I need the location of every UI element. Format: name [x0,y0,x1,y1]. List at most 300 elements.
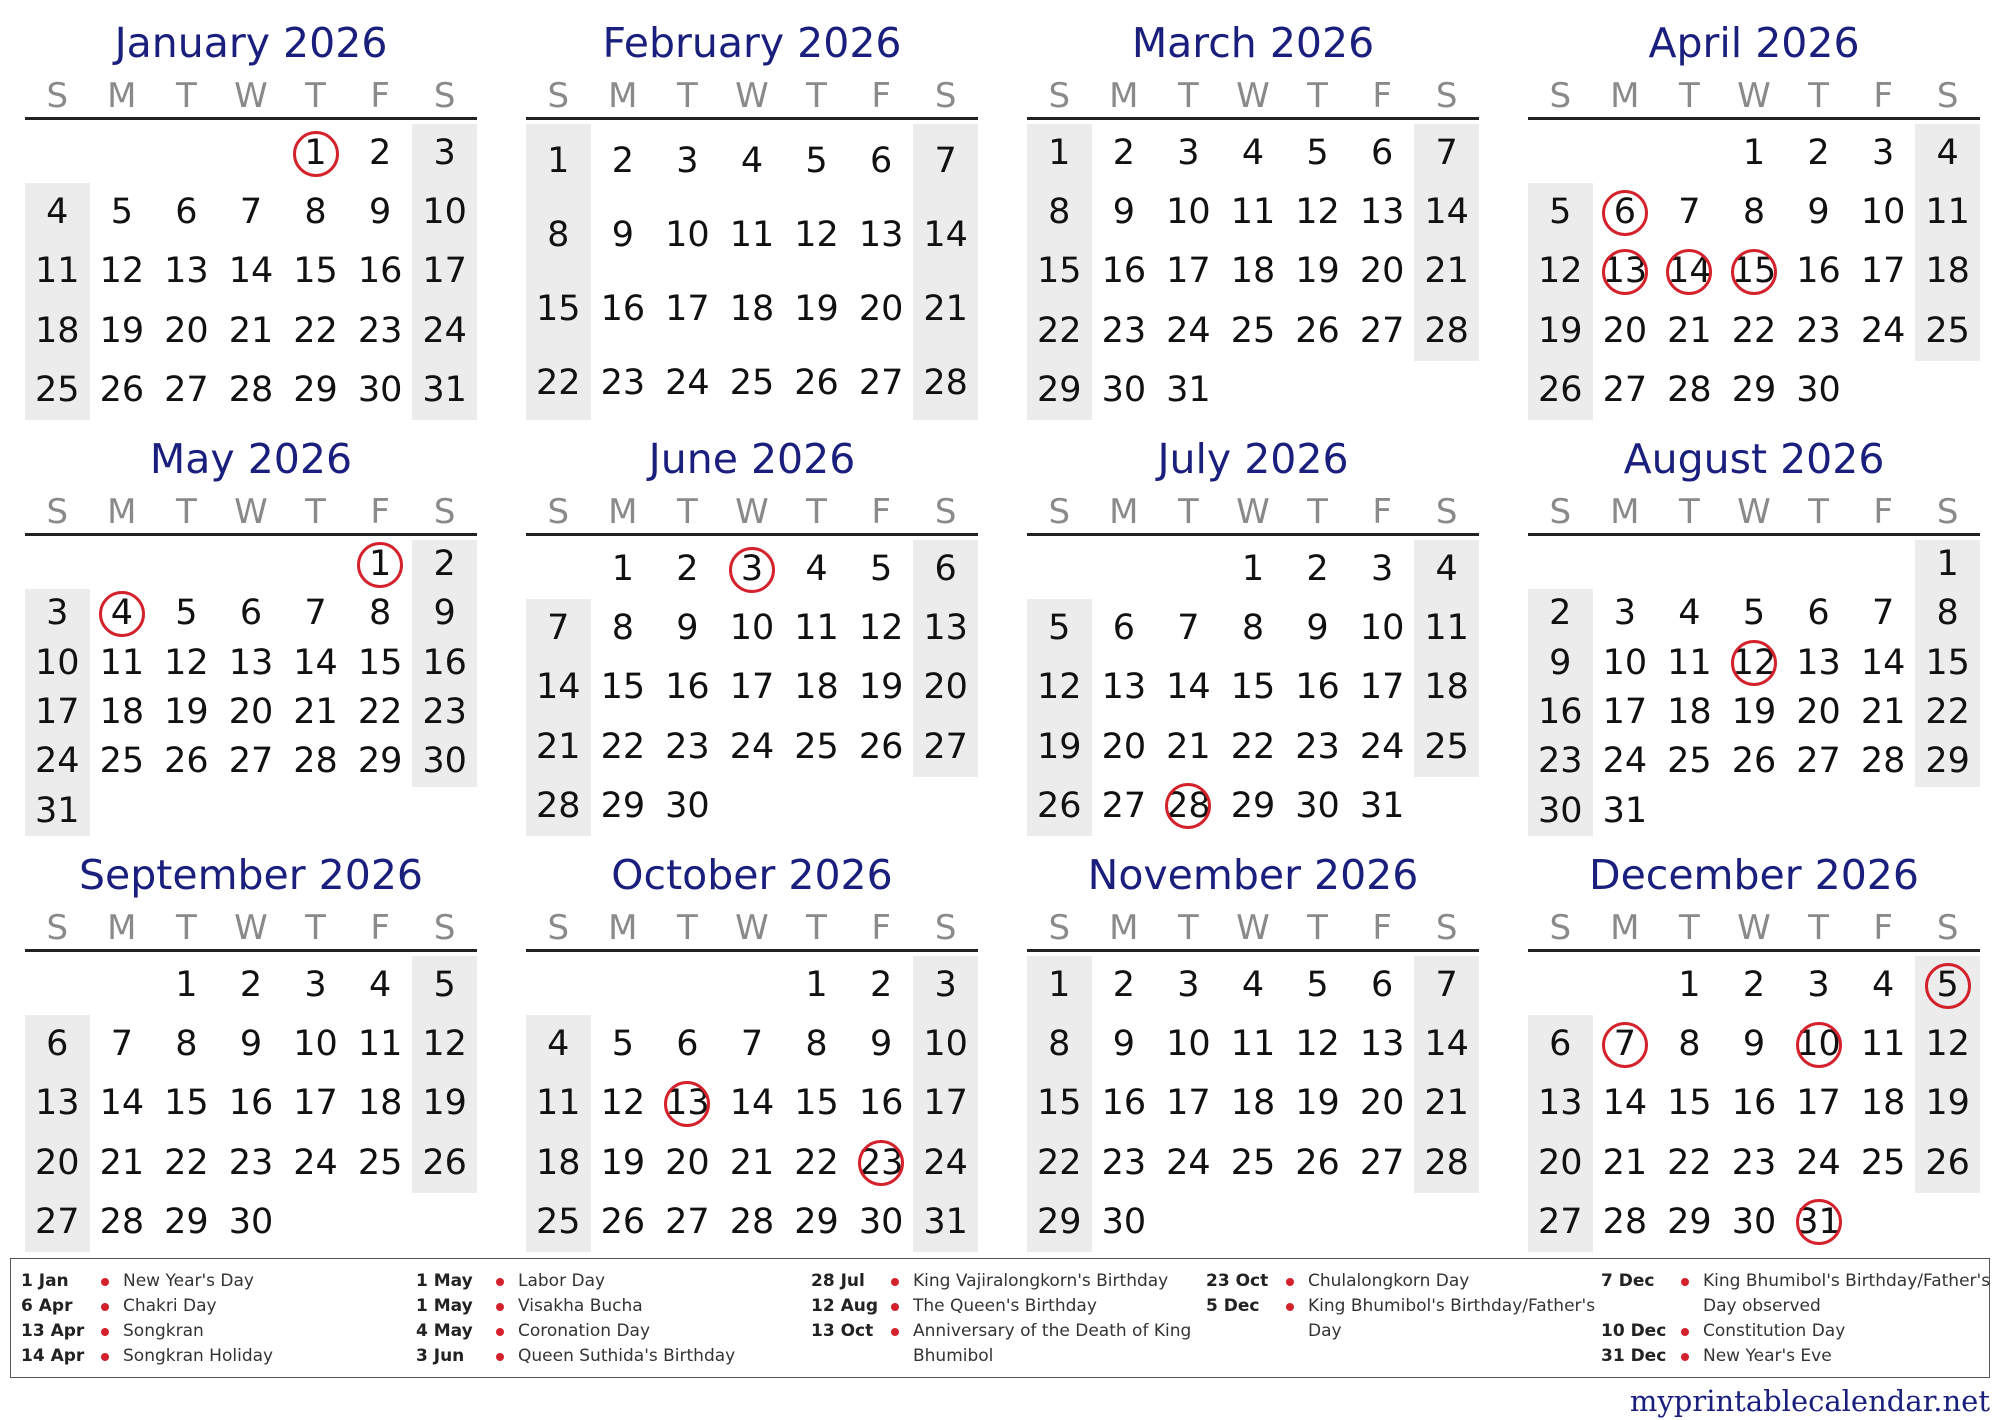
holiday-date[interactable]: 5 [1915,956,1980,1015]
calendar-date[interactable]: 12 [99,251,145,292]
calendar-date[interactable]: 15 [1230,667,1276,708]
calendar-date[interactable]: 27 [1538,1201,1583,1242]
calendar-date[interactable]: 7 [1871,593,1895,634]
calendar-date[interactable]: 8 [1048,192,1071,233]
calendar-date[interactable]: 15 [293,251,338,292]
calendar-date[interactable]: 6 [1549,1024,1572,1065]
calendar-date[interactable]: 16 [600,289,646,329]
calendar-date[interactable]: 23 [1101,310,1147,351]
calendar-date[interactable]: 8 [1678,1024,1701,1065]
calendar-date[interactable]: 17 [1602,692,1648,732]
calendar-date[interactable]: 30 [1101,1201,1147,1242]
calendar-date[interactable]: 21 [1602,1142,1648,1183]
calendar-date[interactable]: 27 [1359,310,1405,351]
calendar-date[interactable]: 21 [293,692,338,732]
calendar-date[interactable]: 26 [1731,741,1777,782]
calendar-date[interactable]: 29 [1037,1201,1082,1242]
calendar-date[interactable]: 7 [934,141,957,181]
calendar-date[interactable]: 5 [1549,192,1572,233]
calendar-date[interactable]: 25 [729,363,775,403]
calendar-date[interactable]: 3 [1177,965,1200,1005]
calendar-date[interactable]: 2 [611,141,634,181]
calendar-date[interactable]: 20 [665,1142,710,1183]
calendar-date[interactable]: 21 [228,310,274,351]
calendar-date[interactable]: 20 [228,692,274,732]
calendar-date[interactable]: 26 [99,369,145,410]
calendar-date[interactable]: 19 [600,1142,646,1183]
calendar-date[interactable]: 17 [293,1083,338,1124]
calendar-date[interactable]: 25 [357,1142,403,1183]
calendar-date[interactable]: 27 [1796,741,1841,782]
calendar-date[interactable]: 13 [164,251,209,292]
calendar-date[interactable]: 5 [1306,965,1329,1005]
calendar-date[interactable]: 28 [1424,1142,1469,1183]
calendar-date[interactable]: 2 [1549,593,1572,634]
calendar-date[interactable]: 16 [1295,667,1340,708]
calendar-date[interactable]: 15 [164,1083,209,1124]
calendar-date[interactable]: 18 [1424,667,1469,708]
calendar-date[interactable]: 19 [164,692,209,732]
calendar-date[interactable]: 5 [433,965,456,1005]
calendar-date[interactable]: 5 [110,192,133,233]
calendar-date[interactable]: 23 [357,310,403,351]
calendar-date[interactable]: 30 [1731,1201,1777,1242]
calendar-date[interactable]: 10 [729,608,775,649]
calendar-date[interactable]: 16 [665,667,710,708]
calendar-date[interactable]: 18 [536,1142,581,1183]
calendar-date[interactable]: 23 [228,1142,274,1183]
calendar-date[interactable]: 22 [164,1142,209,1183]
calendar-date[interactable]: 25 [1860,1142,1906,1183]
calendar-date[interactable]: 27 [1101,785,1147,826]
calendar-date[interactable]: 14 [293,642,338,683]
calendar-date[interactable]: 24 [1796,1142,1841,1183]
holiday-date[interactable]: 28 [1156,777,1221,836]
calendar-date[interactable]: 13 [35,1083,80,1124]
calendar-date[interactable]: 20 [35,1142,80,1183]
calendar-date[interactable]: 13 [858,215,904,255]
calendar-date[interactable]: 1 [1241,549,1265,589]
calendar-date[interactable]: 1 [1678,965,1701,1005]
calendar-date[interactable]: 29 [164,1201,209,1242]
calendar-date[interactable]: 14 [1424,192,1469,233]
calendar-date[interactable]: 2 [1807,133,1830,173]
calendar-date[interactable]: 13 [1538,1083,1583,1124]
calendar-date[interactable]: 10 [422,192,467,233]
calendar-date[interactable]: 24 [293,1142,338,1183]
calendar-date[interactable]: 7 [1678,192,1701,233]
calendar-date[interactable]: 19 [1731,692,1777,732]
calendar-date[interactable]: 19 [1295,1083,1340,1124]
calendar-date[interactable]: 19 [1538,310,1583,351]
calendar-date[interactable]: 13 [923,608,968,649]
holiday-date[interactable]: 13 [655,1074,720,1133]
calendar-date[interactable]: 24 [1359,726,1405,767]
calendar-date[interactable]: 10 [1860,192,1906,233]
calendar-date[interactable]: 7 [239,192,263,233]
calendar-date[interactable]: 18 [99,692,145,732]
calendar-date[interactable]: 16 [228,1083,274,1124]
calendar-date[interactable]: 3 [1807,965,1830,1005]
calendar-date[interactable]: 20 [1359,1083,1405,1124]
holiday-date[interactable]: 23 [849,1134,914,1193]
calendar-date[interactable]: 18 [35,310,80,351]
holiday-date[interactable]: 1 [348,540,413,589]
calendar-date[interactable]: 14 [1166,667,1211,708]
calendar-date[interactable]: 23 [1731,1142,1777,1183]
calendar-date[interactable]: 12 [1295,1024,1340,1065]
calendar-date[interactable]: 26 [1295,1142,1340,1183]
calendar-date[interactable]: 30 [422,741,467,782]
calendar-date[interactable]: 30 [1538,790,1583,831]
calendar-date[interactable]: 8 [1936,593,1959,634]
calendar-date[interactable]: 29 [1925,741,1970,782]
calendar-date[interactable]: 26 [1295,310,1340,351]
calendar-date[interactable]: 4 [740,141,764,181]
site-brand[interactable]: myprintablecalendar.net [1629,1384,1990,1418]
calendar-date[interactable]: 15 [357,642,403,683]
calendar-date[interactable]: 15 [1925,642,1970,683]
calendar-date[interactable]: 29 [1037,369,1082,410]
calendar-date[interactable]: 29 [293,369,338,410]
calendar-date[interactable]: 18 [1860,1083,1906,1124]
calendar-date[interactable]: 10 [35,642,80,683]
calendar-date[interactable]: 13 [1359,1024,1405,1065]
calendar-date[interactable]: 29 [1230,785,1276,826]
calendar-date[interactable]: 6 [175,192,198,233]
calendar-date[interactable]: 31 [1359,785,1405,826]
calendar-date[interactable]: 3 [676,141,699,181]
holiday-date[interactable]: 3 [720,540,785,599]
calendar-date[interactable]: 24 [1860,310,1906,351]
calendar-date[interactable]: 2 [869,965,893,1005]
calendar-date[interactable]: 17 [1166,1083,1211,1124]
calendar-date[interactable]: 17 [923,1083,968,1124]
calendar-date[interactable]: 11 [1230,192,1276,233]
calendar-date[interactable]: 3 [1370,549,1394,589]
calendar-date[interactable]: 3 [1177,133,1200,173]
calendar-date[interactable]: 11 [1860,1024,1906,1065]
calendar-date[interactable]: 24 [923,1142,968,1183]
calendar-date[interactable]: 4 [805,549,828,589]
calendar-date[interactable]: 13 [228,642,274,683]
calendar-date[interactable]: 12 [858,608,904,649]
calendar-date[interactable]: 2 [1742,965,1766,1005]
calendar-date[interactable]: 24 [1166,1142,1211,1183]
calendar-date[interactable]: 18 [729,289,775,329]
calendar-date[interactable]: 29 [794,1201,839,1242]
calendar-date[interactable]: 22 [1731,310,1777,351]
calendar-date[interactable]: 18 [1667,692,1712,732]
calendar-date[interactable]: 2 [368,133,392,173]
calendar-date[interactable]: 16 [422,642,467,683]
calendar-date[interactable]: 12 [600,1083,646,1124]
calendar-date[interactable]: 11 [1230,1024,1276,1065]
calendar-date[interactable]: 26 [1925,1142,1970,1183]
calendar-date[interactable]: 31 [1602,790,1648,831]
calendar-date[interactable]: 21 [1667,310,1712,351]
calendar-date[interactable]: 7 [1177,608,1200,649]
calendar-date[interactable]: 6 [934,549,957,589]
calendar-date[interactable]: 17 [665,289,710,329]
calendar-date[interactable]: 28 [536,785,581,826]
calendar-date[interactable]: 27 [228,741,274,782]
calendar-date[interactable]: 2 [433,544,456,584]
calendar-date[interactable]: 14 [729,1083,775,1124]
calendar-date[interactable]: 13 [1101,667,1147,708]
holiday-date[interactable]: 10 [1786,1015,1851,1074]
calendar-date[interactable]: 22 [1925,692,1970,732]
calendar-date[interactable]: 18 [1925,251,1970,292]
calendar-date[interactable]: 4 [368,965,392,1005]
calendar-date[interactable]: 1 [1048,965,1071,1005]
calendar-date[interactable]: 25 [1667,741,1712,782]
calendar-date[interactable]: 10 [1359,608,1405,649]
calendar-date[interactable]: 18 [794,667,839,708]
calendar-date[interactable]: 2 [1112,965,1135,1005]
holiday-date[interactable]: 1 [283,124,348,183]
calendar-date[interactable]: 9 [433,593,456,634]
calendar-date[interactable]: 26 [794,363,839,403]
calendar-date[interactable]: 22 [357,692,403,732]
calendar-date[interactable]: 26 [1538,369,1583,410]
calendar-date[interactable]: 20 [1359,251,1405,292]
calendar-date[interactable]: 29 [357,741,403,782]
calendar-date[interactable]: 9 [368,192,392,233]
calendar-date[interactable]: 16 [1796,251,1841,292]
calendar-date[interactable]: 9 [1112,192,1135,233]
calendar-date[interactable]: 12 [164,642,209,683]
calendar-date[interactable]: 8 [547,215,570,255]
calendar-date[interactable]: 11 [729,215,775,255]
calendar-date[interactable]: 14 [1860,642,1906,683]
calendar-date[interactable]: 20 [164,310,209,351]
calendar-date[interactable]: 31 [1166,369,1211,410]
calendar-date[interactable]: 8 [1241,608,1265,649]
holiday-date[interactable]: 13 [1593,242,1658,301]
calendar-date[interactable]: 21 [1424,1083,1469,1124]
calendar-date[interactable]: 4 [1936,133,1959,173]
calendar-date[interactable]: 20 [1602,310,1648,351]
calendar-date[interactable]: 5 [1306,133,1329,173]
calendar-date[interactable]: 30 [1101,369,1147,410]
calendar-date[interactable]: 13 [1359,192,1405,233]
calendar-date[interactable]: 17 [1860,251,1906,292]
calendar-date[interactable]: 9 [239,1024,263,1065]
calendar-date[interactable]: 14 [1602,1083,1648,1124]
calendar-date[interactable]: 7 [110,1024,133,1065]
calendar-date[interactable]: 10 [1602,642,1648,683]
calendar-date[interactable]: 5 [805,141,828,181]
calendar-date[interactable]: 19 [1925,1083,1970,1124]
calendar-date[interactable]: 14 [1424,1024,1469,1065]
calendar-date[interactable]: 22 [1037,310,1082,351]
calendar-date[interactable]: 6 [239,593,263,634]
calendar-date[interactable]: 6 [676,1024,699,1065]
holiday-date[interactable]: 31 [1786,1193,1851,1252]
calendar-date[interactable]: 24 [35,741,80,782]
calendar-date[interactable]: 28 [1602,1201,1648,1242]
calendar-date[interactable]: 29 [1731,369,1777,410]
calendar-date[interactable]: 19 [858,667,904,708]
holiday-date[interactable]: 12 [1722,639,1787,688]
holiday-date[interactable]: 4 [90,589,155,638]
calendar-date[interactable]: 28 [923,363,968,403]
calendar-date[interactable]: 25 [794,726,839,767]
calendar-date[interactable]: 31 [422,369,467,410]
calendar-date[interactable]: 22 [1230,726,1276,767]
calendar-date[interactable]: 22 [1667,1142,1712,1183]
calendar-date[interactable]: 19 [1295,251,1340,292]
calendar-date[interactable]: 18 [357,1083,403,1124]
calendar-date[interactable]: 6 [1112,608,1135,649]
calendar-date[interactable]: 30 [228,1201,274,1242]
calendar-date[interactable]: 9 [676,608,699,649]
calendar-date[interactable]: 5 [869,549,893,589]
calendar-date[interactable]: 23 [422,692,467,732]
calendar-date[interactable]: 8 [304,192,327,233]
calendar-date[interactable]: 25 [1424,726,1469,767]
calendar-date[interactable]: 26 [1037,785,1082,826]
calendar-date[interactable]: 14 [228,251,274,292]
calendar-date[interactable]: 17 [729,667,775,708]
calendar-date[interactable]: 11 [1925,192,1970,233]
calendar-date[interactable]: 23 [1295,726,1340,767]
calendar-date[interactable]: 5 [175,593,198,634]
calendar-date[interactable]: 8 [611,608,634,649]
calendar-date[interactable]: 1 [1048,133,1071,173]
calendar-date[interactable]: 25 [1230,1142,1276,1183]
calendar-date[interactable]: 23 [1538,741,1583,782]
calendar-date[interactable]: 30 [1295,785,1340,826]
calendar-date[interactable]: 6 [1807,593,1830,634]
calendar-date[interactable]: 29 [1667,1201,1712,1242]
calendar-date[interactable]: 27 [1602,369,1648,410]
calendar-date[interactable]: 18 [1230,251,1276,292]
calendar-date[interactable]: 27 [164,369,209,410]
calendar-date[interactable]: 5 [611,1024,634,1065]
calendar-date[interactable]: 1 [805,965,828,1005]
calendar-date[interactable]: 24 [665,363,710,403]
calendar-date[interactable]: 21 [729,1142,775,1183]
calendar-date[interactable]: 17 [1166,251,1211,292]
calendar-date[interactable]: 8 [805,1024,828,1065]
calendar-date[interactable]: 3 [46,593,69,634]
calendar-date[interactable]: 15 [1037,1083,1082,1124]
calendar-date[interactable]: 4 [1241,965,1265,1005]
calendar-date[interactable]: 7 [304,593,327,634]
calendar-date[interactable]: 23 [665,726,710,767]
calendar-date[interactable]: 27 [923,726,968,767]
calendar-date[interactable]: 11 [1667,642,1712,683]
calendar-date[interactable]: 10 [293,1024,338,1065]
calendar-date[interactable]: 15 [536,289,581,329]
calendar-date[interactable]: 20 [1796,692,1841,732]
calendar-date[interactable]: 10 [665,215,710,255]
calendar-date[interactable]: 9 [611,215,634,255]
calendar-date[interactable]: 12 [1295,192,1340,233]
calendar-date[interactable]: 10 [1166,192,1211,233]
calendar-date[interactable]: 14 [923,215,968,255]
calendar-date[interactable]: 22 [1037,1142,1082,1183]
calendar-date[interactable]: 9 [1807,192,1830,233]
calendar-date[interactable]: 25 [1230,310,1276,351]
calendar-date[interactable]: 7 [1435,965,1458,1005]
calendar-date[interactable]: 12 [1037,667,1082,708]
calendar-date[interactable]: 19 [99,310,145,351]
calendar-date[interactable]: 15 [794,1083,839,1124]
calendar-date[interactable]: 25 [536,1201,581,1242]
calendar-date[interactable]: 7 [547,608,570,649]
calendar-date[interactable]: 4 [547,1024,570,1065]
calendar-date[interactable]: 12 [422,1024,467,1065]
calendar-date[interactable]: 6 [1370,133,1394,173]
calendar-date[interactable]: 16 [1731,1083,1777,1124]
calendar-date[interactable]: 9 [1112,1024,1135,1065]
calendar-date[interactable]: 15 [1667,1083,1712,1124]
calendar-date[interactable]: 28 [99,1201,145,1242]
calendar-date[interactable]: 28 [228,369,274,410]
calendar-date[interactable]: 20 [923,667,968,708]
calendar-date[interactable]: 25 [1925,310,1970,351]
calendar-date[interactable]: 13 [1796,642,1841,683]
calendar-date[interactable]: 28 [1860,741,1906,782]
calendar-date[interactable]: 21 [1424,251,1469,292]
calendar-date[interactable]: 3 [934,965,957,1005]
calendar-date[interactable]: 30 [357,369,403,410]
calendar-date[interactable]: 11 [99,642,145,683]
holiday-date[interactable]: 15 [1722,242,1787,301]
calendar-date[interactable]: 11 [357,1024,403,1065]
calendar-date[interactable]: 16 [858,1083,904,1124]
calendar-date[interactable]: 9 [1549,642,1572,683]
calendar-date[interactable]: 30 [665,785,710,826]
calendar-date[interactable]: 27 [858,363,904,403]
calendar-date[interactable]: 28 [1667,369,1712,410]
calendar-date[interactable]: 15 [600,667,646,708]
calendar-date[interactable]: 9 [869,1024,893,1065]
calendar-date[interactable]: 3 [1871,133,1895,173]
calendar-date[interactable]: 5 [1742,593,1766,634]
calendar-date[interactable]: 15 [1037,251,1082,292]
calendar-date[interactable]: 10 [923,1024,968,1065]
calendar-date[interactable]: 11 [35,251,80,292]
calendar-date[interactable]: 21 [1860,692,1906,732]
calendar-date[interactable]: 3 [1613,593,1636,634]
calendar-date[interactable]: 8 [175,1024,198,1065]
calendar-date[interactable]: 26 [422,1142,467,1183]
calendar-date[interactable]: 20 [1101,726,1147,767]
calendar-date[interactable]: 11 [794,608,839,649]
calendar-date[interactable]: 24 [422,310,467,351]
calendar-date[interactable]: 25 [99,741,145,782]
calendar-date[interactable]: 22 [536,363,581,403]
calendar-date[interactable]: 26 [858,726,904,767]
calendar-date[interactable]: 17 [35,692,80,732]
calendar-date[interactable]: 17 [1359,667,1405,708]
calendar-date[interactable]: 31 [35,790,80,831]
calendar-date[interactable]: 27 [35,1201,80,1242]
calendar-date[interactable]: 1 [547,141,570,181]
calendar-date[interactable]: 19 [1037,726,1082,767]
calendar-date[interactable]: 24 [1166,310,1211,351]
calendar-date[interactable]: 12 [794,215,839,255]
calendar-date[interactable]: 19 [794,289,839,329]
calendar-date[interactable]: 4 [1241,133,1265,173]
calendar-date[interactable]: 21 [1166,726,1211,767]
calendar-date[interactable]: 24 [729,726,775,767]
calendar-date[interactable]: 4 [1871,965,1895,1005]
